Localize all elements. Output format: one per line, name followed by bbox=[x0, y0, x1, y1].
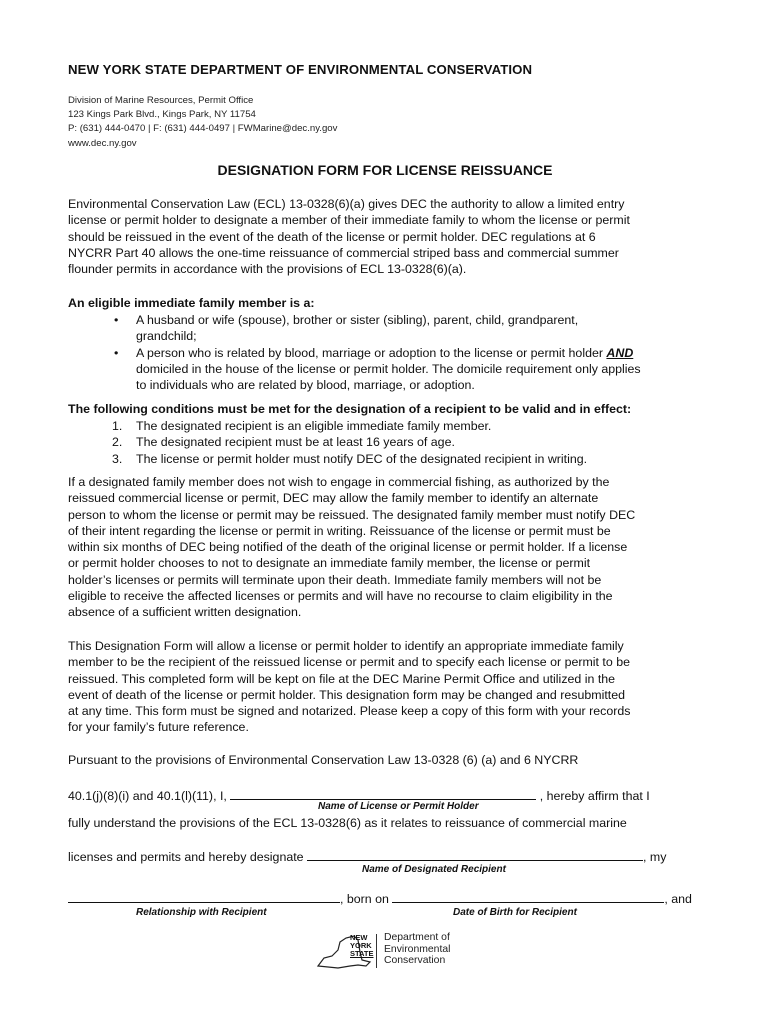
list-item: 3. The license or permit holder must notify DEC of the designated recipient in writing. bbox=[112, 451, 588, 466]
emphasis-and: AND bbox=[606, 345, 634, 360]
intro-line: NYCRR Part 40 allows the one-time reissuance of commercial striped bass and commercial summer bbox=[68, 245, 619, 260]
affirmation-line-1: Pursuant to the provisions of Environmental Conservation Law 13-0328 (6) (a) and 6 NYCRR bbox=[68, 753, 579, 767]
contact-info: P: (631) 444-0470 | F: (631) 444-0497 | FWMarine@dec.ny.gov bbox=[68, 123, 338, 135]
paragraph-line: If a designated family member does not wish to engage in commercial fishing, as authorized by the bbox=[68, 475, 610, 489]
form-title: DESIGNATION FORM FOR LICENSE REISSUANCE bbox=[217, 162, 553, 178]
eligible-heading: An eligible immediate family member is a: bbox=[68, 296, 315, 310]
affirmation-line-3: fully understand the provisions of the ECL 13-0328(6) as it relates to reissuance of commercial marine bbox=[68, 816, 627, 830]
birthdate-field[interactable] bbox=[392, 891, 664, 903]
paragraph-line: eligible to receive the affected licenses or permits and will have no recourse to claim eligibility in the bbox=[68, 589, 613, 604]
affirmation-line-2: 40.1(j)(8)(i) and 40.1(l)(11), I, , hereby affirm that I bbox=[68, 789, 650, 803]
recipient-name-caption: Name of Designated Recipient bbox=[362, 864, 506, 875]
paragraph-line: reissued. This completed form will be kept on file at the DEC Marine Permit Office and utilized in the bbox=[68, 671, 616, 686]
holder-name-field[interactable] bbox=[230, 788, 536, 800]
eligible-list bbox=[112, 312, 712, 393]
office-contact-block bbox=[68, 94, 337, 151]
bullet-text: A husband or wife (spouse), brother or sister (sibling), parent, child, grandparent, bbox=[136, 313, 579, 327]
recipient-name-field[interactable] bbox=[307, 849, 643, 861]
paragraph-line: person to whom the license or permit may be reissued. The designated family member must notify DEC bbox=[68, 507, 636, 522]
list-item bbox=[112, 312, 712, 345]
intro-paragraph bbox=[68, 196, 708, 277]
relationship-caption: Relationship with Recipient bbox=[136, 907, 267, 918]
intro-line: should be reissued in the event of the death of the license or permit holder. DEC regulations at 6 bbox=[68, 229, 596, 244]
list-item: 2. The designated recipient must be at least 16 years of age. bbox=[112, 435, 455, 450]
logo-divider bbox=[376, 934, 377, 968]
paragraph-line: for your family’s future reference. bbox=[68, 720, 249, 735]
paragraph-line: of their intent regarding the license or permit in writing. Reissuance of the license or permit must be bbox=[68, 523, 611, 538]
paragraph-line: absence of a sufficient written designation. bbox=[68, 605, 302, 620]
website-link[interactable]: www.dec.ny.gov bbox=[68, 137, 137, 149]
affirmation-line-4: licenses and permits and hereby designate , my bbox=[68, 850, 667, 864]
bullet-icon: • bbox=[114, 313, 119, 327]
bullet-text: to individuals who are related by blood, marriage, or adoption. bbox=[136, 378, 475, 393]
bullet-text: domiciled in the house of the license or permit holder. The domicile requirement only applies bbox=[136, 361, 641, 376]
paragraph-line: or permit holder chooses to not to designate an immediate family member, the license or permit bbox=[68, 556, 591, 571]
intro-line: flounder permits in accordance with the provisions of ECL 13-0328(6)(a). bbox=[68, 262, 467, 277]
office-address: 123 Kings Park Blvd., Kings Park, NY 11754 bbox=[68, 109, 256, 121]
intro-line: license or permit holder to designate a member of their immediate family to whom the license or permit bbox=[68, 213, 630, 228]
list-item bbox=[112, 345, 712, 394]
paragraph-line: This Designation Form will allow a license or permit holder to identify an appropriate immediate family bbox=[68, 639, 624, 653]
holder-name-caption: Name of License or Permit Holder bbox=[318, 801, 479, 812]
relationship-field[interactable] bbox=[68, 891, 340, 903]
paragraph-line: at any time. This form must be signed and notarized. Please keep a copy of this form with your records bbox=[68, 704, 631, 719]
conditions-heading: The following conditions must be met for the designation of a recipient to be valid and in effect: bbox=[68, 402, 632, 416]
birthdate-caption: Date of Birth for Recipient bbox=[453, 907, 577, 918]
dec-logo bbox=[314, 932, 464, 972]
paragraph-line: holder’s licenses or permits will terminate upon their death. Immediate family members will not be bbox=[68, 572, 602, 587]
paragraph-line: member to be the recipient of the reissued license or permit and to specify each license or permit to be bbox=[68, 655, 630, 670]
alternate-recipient-paragraph bbox=[68, 474, 708, 621]
affirmation-line-5: , born on , and bbox=[68, 891, 692, 906]
conditions-list bbox=[112, 418, 712, 467]
paragraph-line: within six months of DEC being notified of the death of the original license or permit holder. If a license bbox=[68, 540, 628, 555]
intro-line: Environmental Conservation Law (ECL) 13-0328(6)(a) gives DEC the authority to allow a limited entry bbox=[68, 197, 625, 211]
dept-wordmark: Department of Environmental Conservation bbox=[384, 932, 451, 967]
agency-name: NEW YORK STATE DEPARTMENT OF ENVIRONMENTAL CONSERVATION bbox=[68, 62, 533, 77]
bullet-text: A person who is related by blood, marriage or adoption to the license or permit holder AND bbox=[136, 345, 634, 360]
bullet-icon: • bbox=[114, 345, 119, 360]
paragraph-line: event of death of the license or permit holder. This designation form may be changed and resubmitted bbox=[68, 687, 625, 702]
division-name: Division of Marine Resources, Permit Office bbox=[68, 95, 254, 106]
bullet-text: grandchild; bbox=[136, 329, 197, 344]
list-item: 1. The designated recipient is an eligible immediate family member. bbox=[112, 419, 492, 433]
form-purpose-paragraph bbox=[68, 638, 708, 736]
state-wordmark: NEW YORK STATE bbox=[350, 933, 374, 958]
paragraph-line: reissued commercial license or permit, DEC may allow the family member to identify an alternate bbox=[68, 491, 599, 506]
